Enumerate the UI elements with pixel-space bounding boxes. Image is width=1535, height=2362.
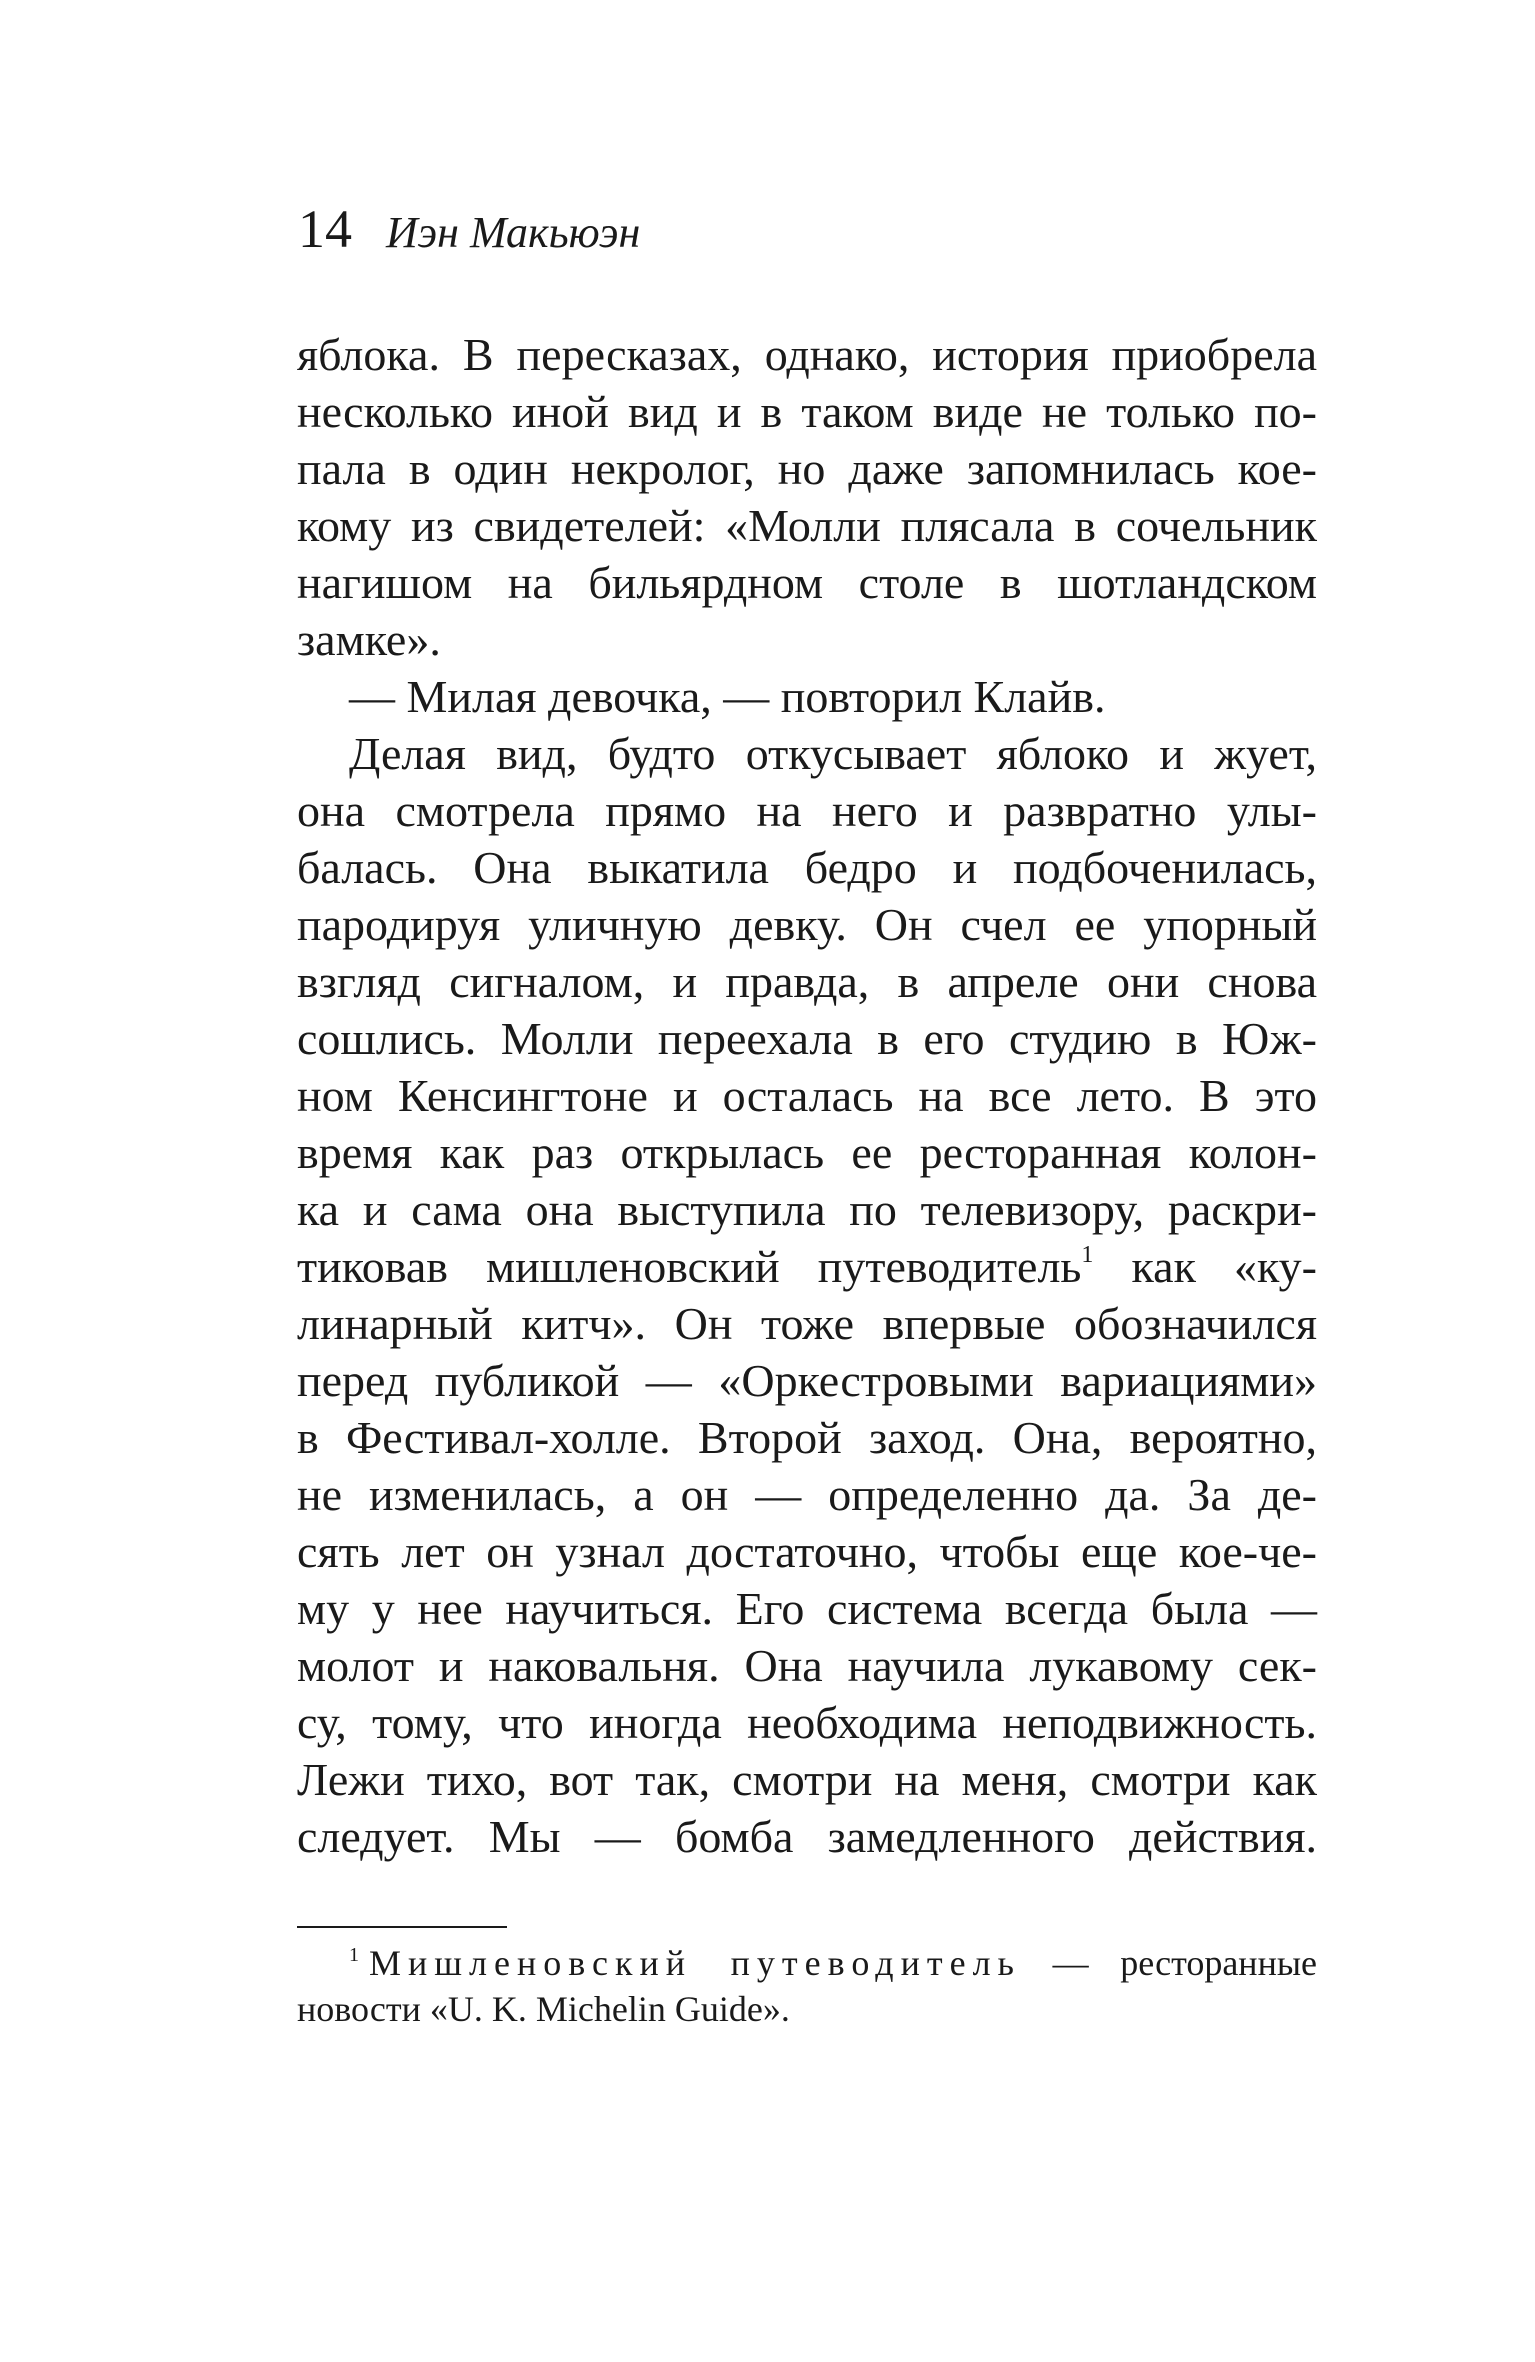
text-line-with-footnote bbox=[297, 1238, 1317, 1295]
text-line: ном Кенсингтоне и осталась на все лето. В это bbox=[297, 1070, 1317, 1121]
text-segment: тиковав мишленовский путеводитель bbox=[297, 1241, 1082, 1292]
text-line: в Фестивал-холле. Второй заход. Она, вероятно, bbox=[297, 1412, 1317, 1463]
text-line: сошлись. Молли переехала в его студию в Юж- bbox=[297, 1013, 1317, 1064]
footnote-definition: — ресторанные bbox=[1020, 1943, 1318, 1983]
footnote-reference: 1 bbox=[1081, 1242, 1094, 1268]
text-segment: как «ку- bbox=[1093, 1241, 1318, 1292]
text-line: время как раз открылась ее ресторанная колон- bbox=[297, 1127, 1317, 1178]
text-line: линарный китч». Он тоже впервые обозначился bbox=[297, 1298, 1317, 1349]
text-line: ка и сама она выступила по телевизору, раскри- bbox=[297, 1184, 1317, 1235]
text-line: кому из свидетелей: «Молли плясала в сочельник bbox=[297, 500, 1317, 551]
text-line: несколько иной вид и в таком виде не только по- bbox=[297, 386, 1317, 437]
footnote-line bbox=[297, 1940, 1317, 1986]
text-line: Лежи тихо, вот так, смотри на меня, смотри как bbox=[297, 1754, 1317, 1805]
footnote-mark: 1 bbox=[349, 1944, 359, 1966]
text-line: следует. Мы — бомба замедленного действия. bbox=[297, 1811, 1317, 1862]
text-line: перед публикой — «Оркестровыми вариациями» bbox=[297, 1355, 1317, 1406]
text-line: яблока. В пересказах, однако, история приобрела bbox=[297, 329, 1317, 380]
paragraph-first-line: Делая вид, будто откусывает яблоко и жует, bbox=[349, 728, 1317, 779]
text-line: пала в один некролог, но даже запомнилась кое- bbox=[297, 443, 1317, 494]
text-line: не изменилась, а он — определенно да. За де- bbox=[297, 1469, 1317, 1520]
text-line: замке». bbox=[297, 614, 441, 665]
text-line: пародируя уличную девку. Он счел ее упорный bbox=[297, 899, 1317, 950]
page-number: 14 bbox=[298, 199, 352, 259]
running-head bbox=[298, 198, 640, 268]
text-line: взгляд сигналом, и правда, в апреле они снова bbox=[297, 956, 1317, 1007]
text-line: су, тому, что иногда необходима неподвижность. bbox=[297, 1697, 1317, 1748]
text-line: она смотрела прямо на него и развратно улы- bbox=[297, 785, 1317, 836]
text-line: му у нее научиться. Его система всегда была — bbox=[297, 1583, 1317, 1634]
footnote-divider bbox=[297, 1926, 507, 1928]
text-line: балась. Она выкатила бедро и подбоченилась, bbox=[297, 842, 1317, 893]
running-head-author: Иэн Макьюэн bbox=[386, 208, 641, 257]
body-text bbox=[297, 326, 1317, 1865]
text-line: молот и наковальня. Она научила лукавому сек- bbox=[297, 1640, 1317, 1691]
dialogue-line: — Милая девочка, — повторил Клайв. bbox=[349, 671, 1106, 722]
footnote bbox=[297, 1940, 1317, 2032]
footnote-term: Мишленовский путеводитель bbox=[369, 1943, 1021, 1983]
text-line: сять лет он узнал достаточно, чтобы еще кое-че- bbox=[297, 1526, 1317, 1577]
footnote-line: новости «U. K. Michelin Guide». bbox=[297, 1989, 790, 2029]
text-line: нагишом на бильярдном столе в шотландском bbox=[297, 557, 1317, 608]
